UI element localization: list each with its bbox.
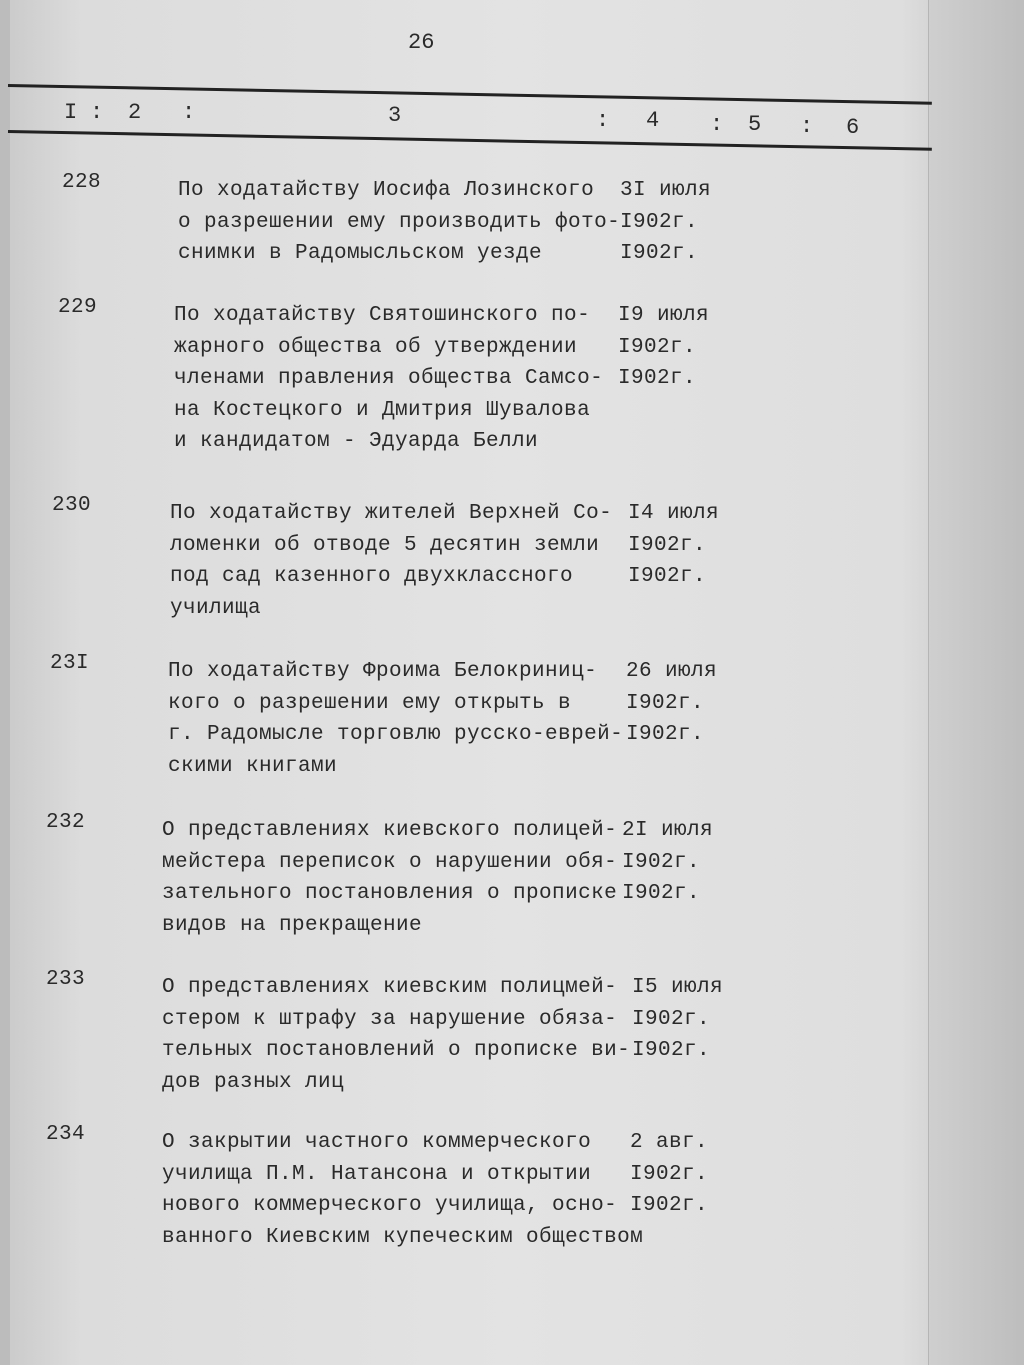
- entry-description-line: ванного Киевским купеческим обществом: [162, 1225, 644, 1249]
- entry-date-line: I902г.: [632, 1007, 711, 1031]
- entry-number: 230: [52, 494, 92, 517]
- entry-date-line: I902г.: [618, 367, 697, 390]
- entry-date-line: I902г.: [622, 882, 701, 905]
- entry-date-line: I902г.: [632, 1039, 711, 1062]
- entry-date-line: I4 июля: [628, 502, 720, 525]
- entry-description-line: О представлениях киевским полицмей-: [162, 976, 618, 999]
- column-header-3: 3: [388, 103, 402, 128]
- column-header-6: 6: [846, 115, 860, 140]
- entry-description-line: ломенки об отводе 5 десятин земли: [170, 533, 600, 557]
- entry-description-line: снимки в Радомысльском уезде: [178, 242, 543, 265]
- entry-description-line: По ходатайству Иосифа Лозинского: [178, 179, 595, 202]
- entry-description-line: По ходатайству Святошинского по-: [174, 304, 591, 327]
- column-header-1: I: [64, 100, 78, 125]
- entry-description-line: на Костецкого и Дмитрия Шувалова: [174, 398, 591, 422]
- entry-date-line: I902г.: [626, 723, 705, 746]
- entry-date-line: I902г.: [622, 850, 701, 874]
- entry-number: 229: [58, 296, 98, 319]
- entry-date-line: I9 июля: [618, 304, 710, 327]
- entry-description-line: и кандидатом - Эдуарда Белли: [174, 430, 539, 453]
- entry-description-line: По ходатайству Фроима Белокриниц-: [168, 660, 598, 683]
- entry-number: 23I: [50, 652, 90, 675]
- column-header-4: 4: [646, 108, 660, 133]
- entry-date-line: I902г.: [620, 210, 699, 234]
- entry-number: 228: [62, 171, 102, 194]
- entry-number: 234: [46, 1123, 86, 1146]
- entry-description-line: нового коммерческого училища, осно-: [162, 1194, 618, 1217]
- entry-description-line: о разрешении ему производить фото-: [178, 210, 621, 234]
- entry-description-line: кого о разрешении ему открыть в: [168, 691, 572, 715]
- entry-description-line: г. Радомысле торговлю русско-еврей-: [168, 723, 624, 746]
- entry-description-line: тельных постановлений о прописке ви-: [162, 1039, 631, 1062]
- entry-description-line: училища: [170, 596, 262, 620]
- entry-date-line: I902г.: [630, 1162, 709, 1186]
- column-separator: :: [596, 108, 610, 133]
- entry-date-line: I902г.: [628, 565, 707, 588]
- entry-number: 232: [46, 811, 86, 834]
- page-right-edge: [928, 0, 1024, 1365]
- column-separator: :: [710, 112, 724, 137]
- page-left-edge: [0, 0, 10, 1365]
- column-separator: :: [800, 114, 814, 139]
- entry-date-line: 2I июля: [622, 819, 714, 842]
- entry-description-line: членами правления общества Самсо-: [174, 367, 604, 390]
- header-rule-top: [8, 84, 932, 105]
- entry-date-line: 2 авг.: [630, 1131, 709, 1154]
- column-header-5: 5: [748, 112, 762, 137]
- entry-description-line: По ходатайству жителей Верхней Со-: [170, 502, 613, 525]
- entry-date-line: I902г.: [630, 1194, 709, 1217]
- column-separator: :: [182, 100, 196, 125]
- entry-description-line: стером к штрафу за нарушение обяза-: [162, 1007, 618, 1031]
- entry-description-line: скими книгами: [168, 754, 338, 778]
- entry-description-line: О закрытии частного коммерческого: [162, 1131, 592, 1154]
- entry-date-line: 3I июля: [620, 179, 712, 202]
- entry-description-line: зательного постановления о прописке: [162, 882, 618, 905]
- column-header-2: 2: [128, 100, 142, 125]
- entry-date-line: I902г.: [628, 533, 707, 557]
- entry-number: 233: [46, 968, 86, 991]
- entry-date-line: I902г.: [618, 335, 697, 359]
- entry-description-line: мейстера переписок о нарушении обя-: [162, 850, 618, 874]
- entry-description-line: жарного общества об утверждении: [174, 335, 578, 359]
- entry-date-line: I5 июля: [632, 976, 724, 999]
- entry-date-line: I902г.: [626, 691, 705, 715]
- entry-date-line: 26 июля: [626, 660, 718, 683]
- entry-description-line: О представлениях киевского полицей-: [162, 819, 618, 842]
- entry-date-line: I902г.: [620, 242, 699, 265]
- page-number: 26: [408, 30, 435, 55]
- entry-description-line: видов на прекращение: [162, 913, 423, 937]
- entry-description-line: дов разных лиц: [162, 1070, 345, 1094]
- entry-description-line: под сад казенного двухклассного: [170, 565, 574, 588]
- column-separator: :: [90, 100, 104, 125]
- entry-description-line: училища П.М. Натансона и открытии: [162, 1162, 592, 1186]
- header-rule-bottom: [8, 130, 932, 151]
